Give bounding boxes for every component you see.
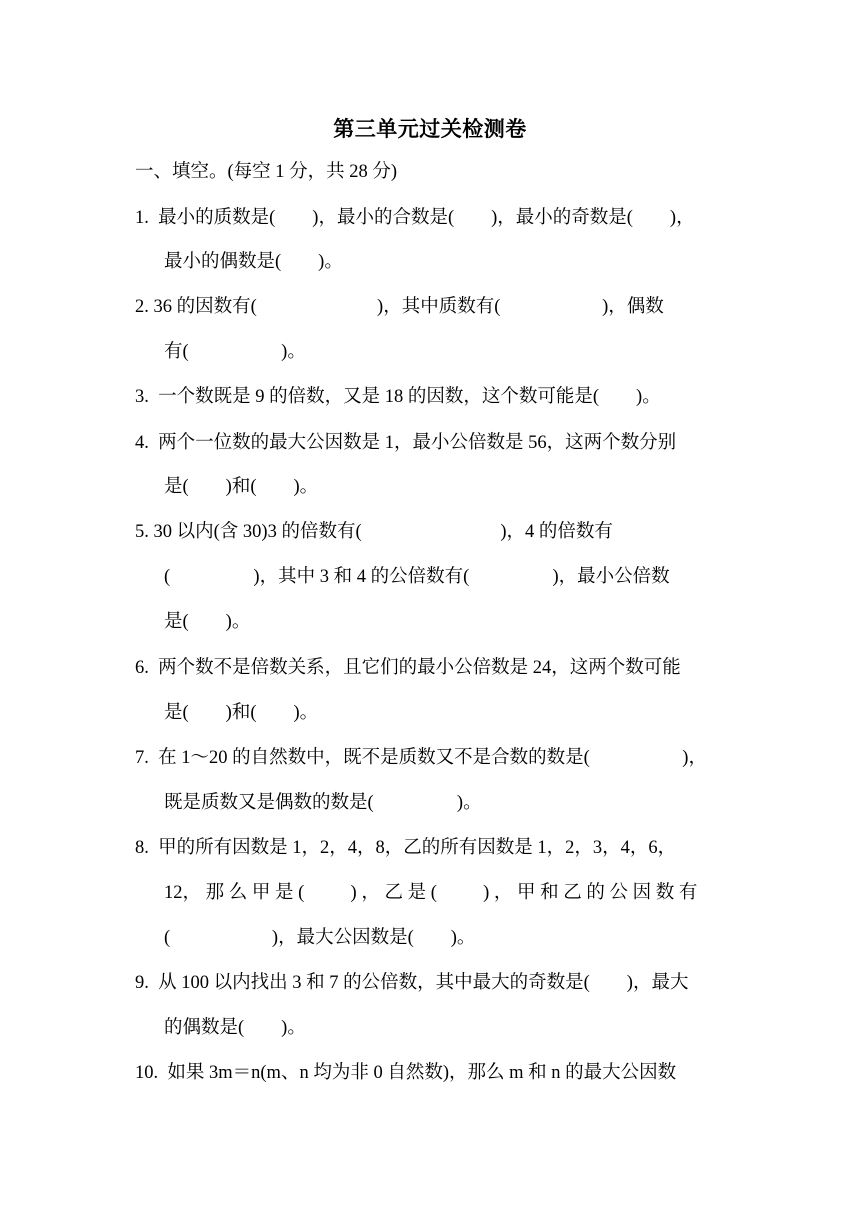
page-title: 第三单元过关检测卷 xyxy=(333,117,527,141)
question-3-line-1: 3. 一个数既是 9 的倍数，又是 18 的因数，这个数可能是( )。 xyxy=(135,387,661,407)
question-1-line-2: 最小的偶数是( )。 xyxy=(164,252,343,272)
question-2-line-1: 2. 36 的因数有( )，其中质数有( )，偶数 xyxy=(135,297,664,317)
question-6-line-2: 是( )和( )。 xyxy=(164,703,319,723)
question-2-line-2: 有( )。 xyxy=(164,342,306,362)
question-7-line-1: 7. 在 1～20 的自然数中，既不是质数又不是合数的数是( )， xyxy=(135,748,707,768)
question-10-line-1: 10. 如果 3m＝n(m、n 均为非 0 自然数)，那么 m 和 n 的最大公因数 xyxy=(135,1063,677,1083)
question-4-line-1: 4. 两个一位数的最大公因数是 1，最小公倍数是 56，这两个数分别 xyxy=(135,433,677,453)
question-1-line-1: 1. 最小的质数是( )，最小的合数是( )，最小的奇数是( )， xyxy=(135,208,695,228)
question-6-line-1: 6. 两个数不是倍数关系，且它们的最小公倍数是 24，这两个数可能 xyxy=(135,658,681,678)
question-4-line-2: 是( )和( )。 xyxy=(164,477,319,497)
question-5-line-2: ( )，其中 3 和 4 的公倍数有( )，最小公倍数 xyxy=(164,567,670,587)
question-8-line-2: 12， 那 么 甲 是 ( ) ， 乙 是 ( ) ， 甲 和 乙 的 公 因 数 有 xyxy=(164,883,698,903)
question-7-line-2: 既是质数又是偶数的数是( )。 xyxy=(164,793,482,813)
question-8-line-1: 8. 甲的所有因数是 1，2，4，8，乙的所有因数是 1，2，3，4，6， xyxy=(135,838,677,858)
question-9-line-1: 9. 从 100 以内找出 3 和 7 的公倍数，其中最大的奇数是( )，最大 xyxy=(135,973,689,993)
question-5-line-1: 5. 30 以内(含 30)3 的倍数有( )，4 的倍数有 xyxy=(135,522,613,542)
question-8-line-3: ( )，最大公因数是( )。 xyxy=(164,928,476,948)
question-5-line-3: 是( )。 xyxy=(164,612,251,632)
question-9-line-2: 的偶数是( )。 xyxy=(164,1018,306,1038)
section-heading: 一、填空。(每空 1 分，共 28 分) xyxy=(135,162,398,182)
